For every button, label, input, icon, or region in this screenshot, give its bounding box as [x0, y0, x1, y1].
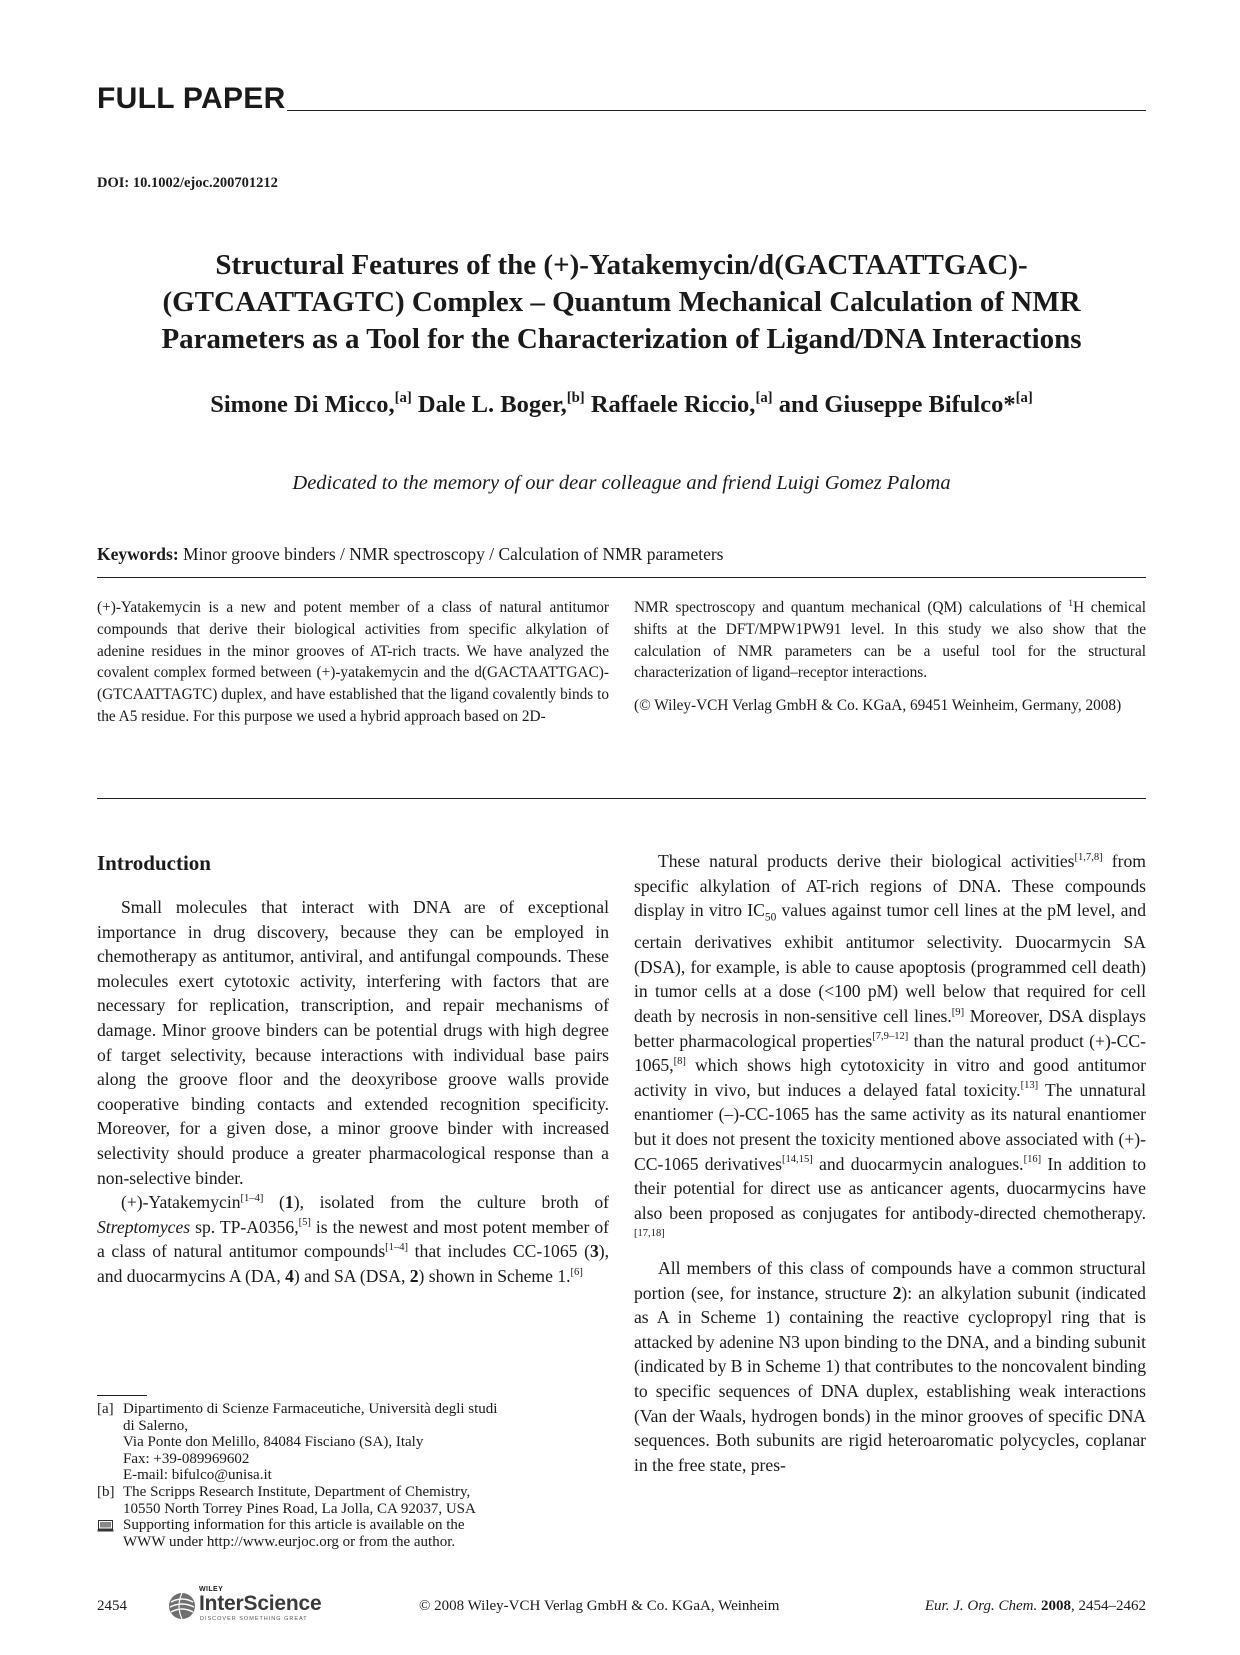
citation: [17,18]: [634, 1228, 665, 1240]
citation: [16]: [1023, 1154, 1042, 1166]
affiliation-mark: [a]: [394, 390, 412, 407]
dedication: Dedicated to the memory of our dear colleague and friend Luigi Gomez Paloma: [292, 472, 951, 494]
abstract-text-continued: NMR spectroscopy and quantum mechanical (QM) calculations of $^1$H chemical shifts at the DFT/MPW1PW91 level. In this study we also show that the calculation of NMR parameters can be a useful tool for the structural characterization of ligand–receptor interactions.: [634, 597, 1146, 682]
citation: [8]: [673, 1055, 686, 1067]
compound-number: 2: [892, 1282, 902, 1303]
footnote-tag: [b]: [97, 1483, 115, 1500]
paragraph: Small molecules that interact with DNA are of exceptional importance in drug discovery, because they can be employed in chemotherapy as antitumor, antiviral, and antifungal compounds. These molecules exert cytotoxic activity, interfering with factors that are necessary for replication, transcription, and repair mechanisms of damage. Minor groove binders can be potential drugs with high degree of target selectivity, because interactions with individual base pairs along the groove floor and the deoxyribose groove walls provide cooperative binding contacts and extended recognition specificity. Moreover, for a given dose, a minor groove binder with increased selectivity should produce a greater pharmacological response than a non-selective binder.: [97, 897, 609, 1188]
paper-header: [97, 82, 1146, 118]
abstract-text: (+)-Yatakemycin is a new and potent member of a class of natural antitumor compounds that derive their biological activities from specific alkylation of adenine residues in the minor grooves of AT-rich tracts. We have analyzed the covalent complex formed between (+)-yatakemycin and the d(GACTAATTGAC)-(GTCAATTAGTC) duplex, and have established that the ligand covalently binds to the A5 residue. For this purpose we used a hybrid approach based on 2D-: [97, 599, 609, 725]
logo-tagline: DISCOVER SOMETHING GREAT: [200, 1616, 308, 1622]
citation: [1–4]: [385, 1241, 409, 1253]
affiliation-mark: [a]: [755, 390, 773, 407]
footnote-tag: [a]: [97, 1401, 114, 1417]
page-number: 2454: [97, 1598, 127, 1614]
logo-publisher: WILEY: [199, 1586, 224, 1593]
citation: [5]: [298, 1217, 311, 1229]
affiliation-mark: [b]: [566, 390, 585, 407]
paragraph: These natural products derive their biological activities[1,7,8] from specific alkylation of AT-rich regions of DNA. These compounds display in vitro $IC_{50}$ values against tumor cell lines at the pM level, and certain derivatives exhibit antitumor selectivity. Duocarmycin SA (DSA), for example, is able to cause apoptosis (programmed cell death) in tumor cells at a dose (<100 pM) well below that required for cell death by necrosis in non-sensitive cell lines.[9] Moreover, DSA displays better pharmacological properties[7,9–12] than the natural product (+)-CC-1065,[8] which shows high cytotoxicity in vitro and good antitumor activity in vivo, but induces a delayed fatal toxicity.[13] The unnatural enantiomer (–)-CC-1065 has the same activity as its natural enantiomer but it does not present the toxicity mentioned above associated with (+)-CC-1065 derivatives[14,15] and duocarmycin analogues.[16] In addition to their potential for direct use as anticancer agents, duocarmycins have also been proposed as conjugates for antibody-directed chemotherapy.[17,18]: [634, 851, 1147, 1240]
citation: [13]: [1020, 1080, 1039, 1092]
footer-copyright: © 2008 Wiley-VCH Verlag GmbH & Co. KGaA, Weinheim: [419, 1598, 780, 1614]
header-label: FULL PAPER: [97, 82, 286, 115]
body-right-column: [634, 849, 1146, 1477]
keywords-text: Minor groove binders / NMR spectroscopy / Calculation of NMR parameters: [183, 544, 724, 564]
citation: [7,9–12]: [872, 1031, 909, 1043]
journal-reference: Eur. J. Org. Chem. 2008, 2454–2462: [924, 1598, 1146, 1614]
citation: [9]: [951, 1006, 965, 1018]
species-name: Streptomyces: [97, 1216, 191, 1237]
affiliation-mark: [a]: [1015, 390, 1033, 407]
keywords-label: Keywords:: [97, 544, 179, 564]
citation: [1–4]: [240, 1192, 264, 1204]
abstract-copyright: (© Wiley-VCH Verlag GmbH & Co. KGaA, 69451 Weinheim, Germany, 2008): [634, 697, 1122, 715]
paragraph: All members of this class of compounds have a common structural portion (see, for instance, structure 2): an alkylation subunit (indicated as A in Scheme 1) containing the reactive cyclopropyl ring that is attacked by adenine N3 upon binding to the DNA, and a binding subunit (indicated by B in Scheme 1) that contributes to the noncovalent binding to specific sequences of DNA duplex, establishing weak interactions (Van der Waals, hydrogen bonds) in the minor grooves of specific DNA sequences. Both subunits are rigid heteroaromatic polycycles, coplanar in the free state, pres-: [634, 1258, 1146, 1475]
author-name: Raffaele Riccio,: [590, 391, 756, 418]
computer-icon: [97, 1520, 114, 1532]
doi: DOI: 10.1002/ejoc.200701212: [97, 175, 278, 191]
keywords: [97, 543, 723, 565]
author-list: [97, 390, 1146, 420]
footnote-affiliation-b: [b] The Scripps Research Institute, Department of Chemistry, 10550 North Torrey Pines Road, La Jolla, CA 92037, USA: [97, 1483, 476, 1517]
abstract-right-column: [634, 597, 1146, 717]
abstract-left-column: [97, 597, 609, 728]
abstract-bottom-rule: [97, 798, 1146, 799]
abstract-top-rule: [97, 577, 1146, 578]
compound-number: 1: [284, 1192, 294, 1213]
interscience-logo: [167, 1586, 347, 1626]
compound-number: 2: [409, 1265, 419, 1286]
subscript: 50: [764, 911, 777, 924]
author-name: Dale L. Boger,: [417, 391, 567, 418]
page-footer: [97, 1586, 1146, 1626]
compound-number: 4: [285, 1265, 294, 1286]
citation: [6]: [570, 1266, 583, 1278]
section-heading-introduction: Introduction: [97, 851, 211, 875]
author-name: and Giuseppe Bifulco*: [778, 391, 1016, 418]
paragraph: (+)-Yatakemycin[1–4] (1), isolated from the culture broth of Streptomyces sp. TP-A0356,[5] is the newest and most potent member of a class of natural antitumor compounds[1–4] that includes CC-1065 (3), and duocarmycins A (DA, 4) and SA (DSA, 2) shown in Scheme 1.[6]: [97, 1192, 609, 1286]
logo-wordmark: InterScience: [199, 1592, 322, 1615]
footnote-supporting-info: Supporting information for this article is available on the WWW under http://www.eurjoc.org or from the author.: [97, 1517, 609, 1550]
header-rule: [287, 110, 1146, 111]
citation: [1,7,8]: [1074, 851, 1103, 863]
title-line: (GTCAATTAGTC) Complex – Quantum Mechanical Calculation of NMR: [162, 286, 1081, 318]
footnote-rule: [97, 1395, 147, 1396]
email-text: E-mail: bifulco@unisa.it: [123, 1467, 272, 1484]
compound-number: 3: [589, 1241, 599, 1262]
globe-logo-icon: [167, 1589, 197, 1623]
body-left-column: [97, 895, 609, 1289]
citation: [14,15]: [781, 1154, 813, 1166]
title-line: Structural Features of the (+)-Yatakemycin/d(GACTAATTGAC)-: [215, 249, 1028, 281]
author-name: Simone Di Micco,: [210, 391, 395, 418]
footnote-affiliation-a: [a] Dipartimento di Scienze Farmaceutiche, Università degli studi di Salerno, Via Ponte don Melillo, 84084 Fisciano (SA), Italy Fax: +39-089969602 E-mail: bifulco@unisa.it: [97, 1401, 609, 1484]
article-title: [97, 247, 1146, 358]
title-line: Parameters as a Tool for the Characterization of Ligand/DNA Interactions: [161, 323, 1082, 355]
footnotes: [97, 1401, 609, 1550]
